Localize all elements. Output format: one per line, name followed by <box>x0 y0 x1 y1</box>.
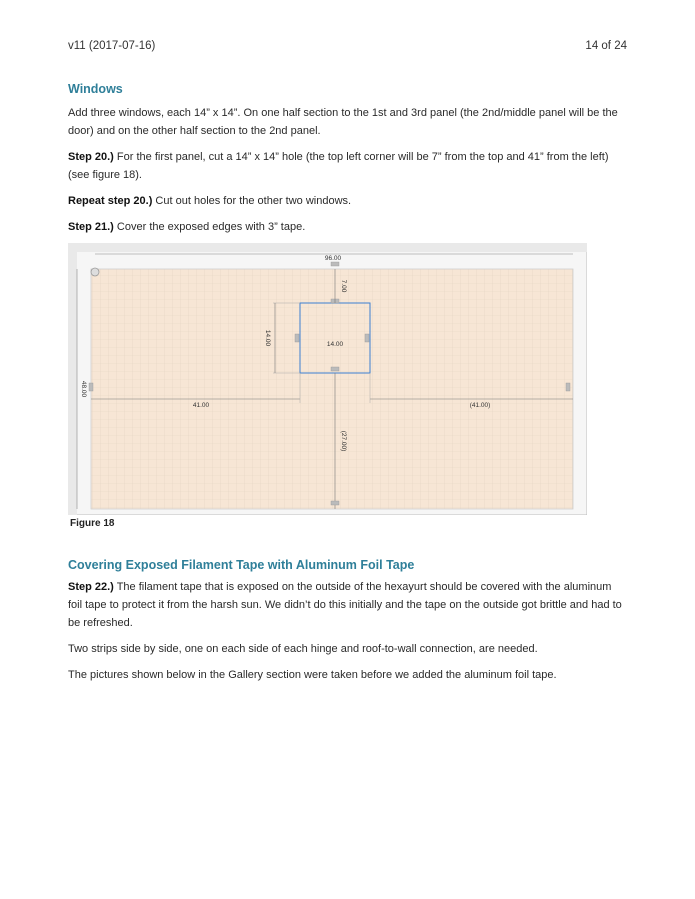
windows-section <box>68 82 628 236</box>
figure-ruler-left <box>68 243 77 515</box>
step-21-label: Step 21.) <box>68 221 114 233</box>
windows-heading: Windows <box>68 82 123 96</box>
figure-18-diagram <box>68 243 587 515</box>
panel-drawing <box>68 243 587 515</box>
repeat-step-label: Repeat step 20.) <box>68 195 153 207</box>
top-offset-label: 7.00 <box>340 279 347 293</box>
left-offset-label: 41.00 <box>192 402 210 409</box>
repeat-step-20 <box>68 192 628 210</box>
version-label: v11 (2017-07-16) <box>68 40 156 52</box>
figure-caption: Figure 18 <box>70 518 115 529</box>
figure-ruler-top <box>68 243 587 252</box>
step-20 <box>68 148 628 184</box>
step-22 <box>68 578 628 632</box>
window-height-label: 14.00 <box>264 329 271 347</box>
foil-tape-section <box>68 558 628 684</box>
right-offset-label: (41.00) <box>469 402 491 409</box>
step-22-label: Step 22.) <box>68 581 114 593</box>
step-20-text: For the first panel, cut a 14” x 14” hole (the top left corner will be 7” from the top and 41” from the left) (see figure 18). <box>68 151 609 181</box>
foil-heading: Covering Exposed Filament Tape with Aluminum Foil Tape <box>68 558 415 572</box>
step-21-text: Cover the exposed edges with 3” tape. <box>113 221 306 233</box>
foil-paragraph-3: The pictures shown below in the Gallery section were taken before we added the aluminum foil tape. <box>68 669 557 681</box>
step-21 <box>68 218 628 236</box>
windows-intro: Add three windows, each 14” x 14”. On one half section to the 1st and 3rd panel (the 2nd/middle panel will be the door) and on the other half section to the 2nd panel. <box>68 107 618 137</box>
origin-marker <box>91 268 99 276</box>
foil-paragraph-2: Two strips side by side, one on each side of each hinge and roof-to-wall connection, are needed. <box>68 643 538 655</box>
repeat-step-text: Cut out holes for the other two windows. <box>152 195 352 207</box>
step-20-label: Step 20.) <box>68 151 114 163</box>
bottom-offset-label: (27.00) <box>340 430 347 452</box>
window-width-label: 14.00 <box>326 341 344 348</box>
step-22-text: The filament tape that is exposed on the outside of the hexayurt should be covered with the aluminum foil tape to protect it from the harsh sun. We didn’t do this initially and the tape on the outside got brittle and had to be refreshed. <box>68 581 622 629</box>
width-dimension-label: 96.00 <box>324 255 342 262</box>
page-number: 14 of 24 <box>585 40 627 52</box>
height-dimension-label: 48.00 <box>80 380 87 398</box>
